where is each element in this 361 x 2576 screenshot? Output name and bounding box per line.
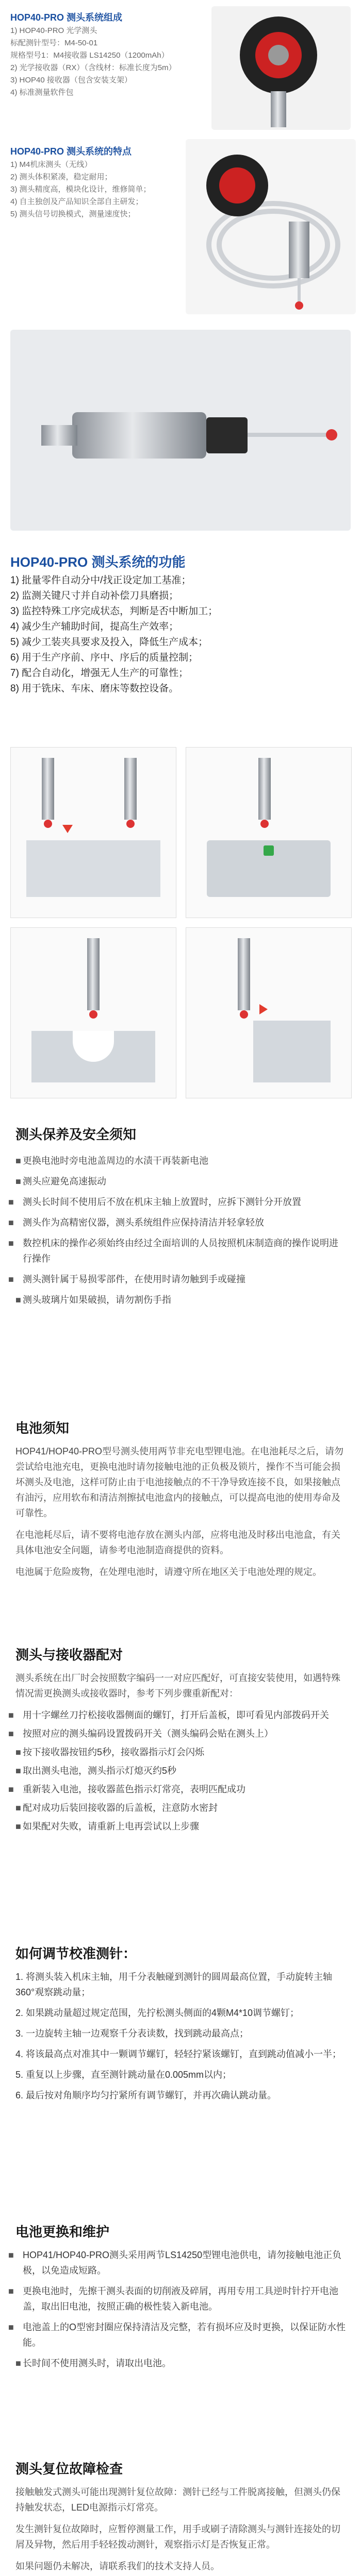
care-item: ■ 测头应避免高速振动 xyxy=(15,1176,106,1187)
battery-paragraph: 在电池耗尽后，请不要将电池存放在测头内部，应将电池及时移出电池盒，有关具体电池安全问题，请参考电池制造商提供的资料。 xyxy=(15,1530,340,1555)
install-title: 测头与接收器配对 xyxy=(15,1647,123,1663)
care-item: ■ 测头作为高精密仪器，测头系统组件应保持清洁并轻拿轻放 xyxy=(8,1217,264,1228)
diagram-section xyxy=(0,742,361,1103)
adjust-section xyxy=(0,1937,361,2205)
install-item: ■ 按照对应的测头编码设置拨码开关（测头编码会贴在测头上） xyxy=(8,1728,273,1739)
troubleshoot-title: 测头复位故障检查 xyxy=(15,2461,123,2477)
install-section xyxy=(0,1638,361,1927)
features-section xyxy=(0,134,361,319)
adjust-step: 4. 将该最高点对准其中一颗调节螺钉，轻轻拧紧该螺钉，直到跳动值减小一半； xyxy=(15,2049,342,2059)
troubleshoot-paragraph: 接触触发式测头可能出现测针复位故障：测针已经与工件脱离接触，但测头仍保持触发状态，LED电源指示灯常亮。 xyxy=(15,2487,340,2513)
intro-item: 标配测针型号：M4-50-01 xyxy=(10,39,98,47)
intro-item: 4) 标准测量软件包 xyxy=(10,88,74,97)
care-title: 测头保养及安全须知 xyxy=(15,1127,137,1142)
install-item: ■ 按下接收器按钮约5秒，接收器指示灯会闪烁 xyxy=(15,1747,205,1757)
battery-replace-item: ■ HOP41/HOP40-PRO测头采用两节LS14250型锂电池供电，请勿接触电池正负极，以免造成短路。 xyxy=(8,2250,342,2276)
adjust-step: 3. 一边旋转主轴一边观察千分表读数，找到跳动最高点； xyxy=(15,2028,249,2039)
intro-item: 2) 光学接收器（RX）（含线材：标准长度为5m） xyxy=(10,63,176,72)
intro-section xyxy=(0,0,361,134)
function-item: 3) 监控特殊工序完成状态，判断是否中断加工； xyxy=(10,606,218,617)
battery-replace-item: ■ 长时间不使用测头时，请取出电池。 xyxy=(15,2358,171,2368)
intro-item: 3) HOP40 接收器（包含安装支架） xyxy=(10,76,132,84)
install-item: ■ 重新装入电池，接收器蓝色指示灯常亮，表明匹配成功 xyxy=(8,1784,245,1794)
adjust-step: 5. 重复以上步骤，直至测针跳动量在0.005mm以内； xyxy=(15,2070,232,2080)
function-item: 7) 配合自动化，增强无人生产的可靠性； xyxy=(10,668,189,679)
intro-item: 规格型号1：M4接收器 LS14250（1200mAh） xyxy=(10,51,169,60)
diagram-edge xyxy=(186,927,352,1098)
install-item: ■ 配对成功后装回接收器的后盖板，注意防水密封 xyxy=(15,1803,218,1813)
diagram-measuring xyxy=(186,747,352,918)
feature-item: 1) M4机床测头（无线） xyxy=(10,160,92,169)
adjust-step: 1. 将测头装入机床主轴，用千分表触碰到测针的圆周最高位置，手动旋转主轴360°观察跳动量； xyxy=(15,1972,333,1997)
function-item: 5) 减少工装夹具要求及投入，降低生产成本； xyxy=(10,637,208,648)
care-item: ■ 测头长时间不使用后不放在机床主轴上放置时，应拆下测针分开放置 xyxy=(8,1197,301,1207)
install-intro: 测头系统在出厂时会按照数字编码一一对应匹配好，可直接安装使用，如遇特殊情况需更换测头或接收器时，参考下列步骤重新配对： xyxy=(15,1673,340,1699)
feature-item: 2) 测头体积紧凑，稳定耐用； xyxy=(10,173,112,181)
function-item: 8) 用于铣床、车床、磨床等数控设备。 xyxy=(10,683,179,694)
intro-item: 1) HOP40-PRO 光学测头 xyxy=(10,26,97,35)
features-title: HOP40-PRO 测头系统的特点 xyxy=(10,146,132,157)
battery-paragraph: 电池属于危险废物，在处理电池时，请遵守所在地区关于电池处理的规定。 xyxy=(15,1567,322,1577)
troubleshoot-paragraph: 发生测针复位故障时，应暂停测量工作，用手或刷子清除测头与测针连接处的切屑及异物，然后用手轻轻拨动测针，观察指示灯是否恢复正常。 xyxy=(15,2524,340,2550)
battery-section xyxy=(0,1412,361,1628)
battery-title: 电池须知 xyxy=(15,1420,70,1436)
intro-title: HOP40-PRO 测头系统组成 xyxy=(10,12,123,23)
feature-item: 3) 测头精度高，模块化设计，维修简单； xyxy=(10,185,151,194)
function-item: 2) 监测关键尺寸并自动补偿刀具磨损； xyxy=(10,590,179,601)
care-section xyxy=(0,1113,361,1401)
probe-cable-photo xyxy=(186,139,356,314)
function-item: 1) 批量零件自动分中/找正设定加工基准； xyxy=(10,575,191,586)
function-item: 4) 减少生产辅助时间，提高生产效率； xyxy=(10,621,179,632)
battery-replace-section xyxy=(0,2215,361,2442)
install-item: ■ 如果配对失败，请重新上电再尝试以上步骤 xyxy=(15,1821,199,1832)
function-item: 6) 用于生产序前、序中、序后的质量控制； xyxy=(10,652,199,663)
diagram-centering xyxy=(10,747,176,918)
horizontal-probe-photo xyxy=(10,330,351,531)
troubleshoot-paragraph: 如果问题仍未解决，请联系我们的技术支持人员。 xyxy=(15,2561,220,2571)
functions-section xyxy=(0,546,361,732)
care-item: ■ 更换电池时旁电池盖周边的水渍干再装新电池 xyxy=(15,1156,208,1166)
probe-photo-section xyxy=(0,330,361,536)
battery-replace-item: ■ 电池盖上的O型密封圈应保持清洁及完整，若有损坏应及时更换，以保证防水性能。 xyxy=(8,2322,346,2348)
receiver-photo xyxy=(211,6,351,130)
install-item: ■ 取出测头电池，测头指示灯熄灭约5秒 xyxy=(15,1766,177,1776)
diagram-boring xyxy=(10,927,176,1098)
troubleshoot-section xyxy=(0,2452,361,2576)
adjust-title: 如何调节校准测针： xyxy=(15,1946,137,1961)
install-item: ■ 用十字螺丝刀拧松接收器侧面的螺钉，打开后盖板，即可看见内部拨码开关 xyxy=(8,1710,329,1720)
feature-item: 4) 自主独创及产品知识全部自主研发； xyxy=(10,197,143,206)
adjust-step: 6. 最后按对角顺序均匀拧紧所有调节螺钉，并再次确认跳动量。 xyxy=(15,2090,277,2100)
adjust-step: 2. 如果跳动量超过规定范围，先拧松测头侧面的4颗M4*10调节螺钉； xyxy=(15,2008,300,2018)
care-item: ■ 测头玻璃片如果破损，请勿割伤手指 xyxy=(15,1295,171,1305)
battery-replace-item: ■ 更换电池时，先擦干测头表面的切削液及碎屑，再用专用工具逆时针拧开电池盖，取出旧电池，按照正确的极性装入新电池。 xyxy=(8,2286,338,2312)
functions-title: HOP40-PRO 测头系统的功能 xyxy=(10,554,186,570)
battery-replace-title: 电池更换和维护 xyxy=(15,2224,110,2240)
feature-item: 5) 测头信号切换模式，测量速度快； xyxy=(10,210,136,218)
care-item: ■ 数控机床的操作必须始终由经过全面培训的人员按照机床制造商的操作说明进行操作 xyxy=(8,1238,338,1264)
care-item: ■ 测头测针属于易损零部件，在使用时请勿触到手或碰撞 xyxy=(8,1274,245,1284)
battery-paragraph: HOP41/HOP40-PRO型号测头使用两节非充电型锂电池。在电池耗尽之后，请勿尝试给电池充电，更换电池时请勿接触电池的正负极及锁片，操作不当可能会损坏测头及电池，这样可防止由于电池接触点的不干净导致连接不良，如果接触点有油污，应用软布和清洁剂擦拭电池盒内的接触点，可以提高电池的使用寿命及可靠性。 xyxy=(15,1446,344,1518)
